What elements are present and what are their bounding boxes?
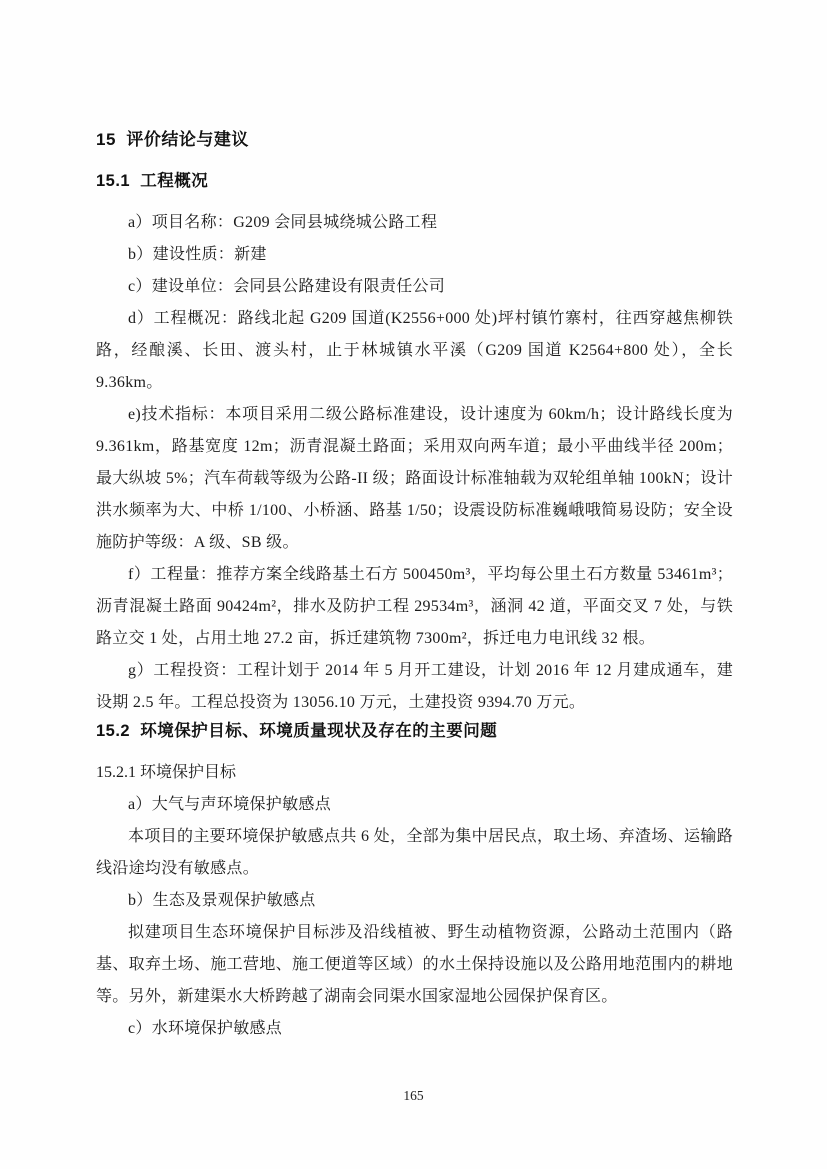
- item-project-name: a）项目名称：G209 会同县城绕城公路工程: [128, 214, 438, 231]
- page-number: 165: [403, 1088, 424, 1103]
- item-construction-unit: c）建设单位：会同县公路建设有限责任公司: [128, 278, 446, 295]
- paragraph-project-overview: d）工程概况：路线北起 G209 国道(K2556+000 处)坪村镇竹寨村，往西穿越焦柳铁路，经酿溪、长田、渡头村，止于林城镇水平溪（G209 国道 K2564+800 处），全长 9.36km。: [96, 310, 733, 391]
- paragraph-ecology-targets: 拟建项目生态环境保护目标涉及沿线植被、野生动植物资源，公路动土范围内（路基、取弃土场、施工营地、施工便道等区域）的水土保持设施以及公路用地范围内的耕地等。另外，新建渠水大桥跨越了湖南会同渠水国家湿地公园保护保育区。: [96, 924, 733, 1005]
- page-content: [96, 128, 733, 1045]
- paragraph-engineering-quantity: f）工程量：推荐方案全线路基土石方 500450m³，平均每公里土石方数量 53461m³；沥青混凝土路面 90424m²，排水及防护工程 29534m³，涵洞 42 道，平面交叉 7 处，与铁路立交 1 处，占用土地 27.2 亩，拆迁建筑物 7300m²，拆迁电力电讯线 32 根。: [96, 566, 733, 647]
- item-ecology-landscape-sensitive-points: b）生态及景观保护敏感点: [128, 892, 316, 909]
- section-heading-15-1: 15.1 工程概况: [96, 172, 209, 190]
- item-construction-nature: b）建设性质：新建: [128, 246, 267, 263]
- subsection-heading-15-2-1: 15.2.1 环境保护目标: [96, 764, 237, 781]
- item-air-noise-sensitive-points: a）大气与声环境保护敏感点: [128, 796, 332, 813]
- item-water-sensitive-points: c）水环境保护敏感点: [128, 1020, 283, 1037]
- chapter-heading: 15 评价结论与建议: [96, 130, 249, 149]
- paragraph-sensitive-points: 本项目的主要环境保护敏感点共 6 处，全部为集中居民点，取土场、弃渣场、运输路线沿途均没有敏感点。: [96, 828, 733, 877]
- section-heading-15-2: 15.2 环境保护目标、环境质量现状及存在的主要问题: [96, 722, 498, 740]
- paragraph-technical-indicators: e)技术指标：本项目采用二级公路标准建设，设计速度为 60km/h；设计路线长度为 9.361km，路基宽度 12m；沥青混凝土路面；采用双向两车道；最小平曲线半径 200m；最大纵坡 5%；汽车荷载等级为公路-II 级；路面设计标准轴载为双轮组单轴 100kN；设计洪水频率为大、中桥 1/100、小桥涵、路基 1/50；设震设防标准巍峨哦简易设防；安全设施防护等级：A 级、SB 级。: [96, 406, 733, 551]
- paragraph-project-investment: g）工程投资：工程计划于 2014 年 5 月开工建设，计划 2016 年 12 月建成通车，建设期 2.5 年。工程总投资为 13056.10 万元，土建投资 9394.70 万元。: [96, 662, 733, 711]
